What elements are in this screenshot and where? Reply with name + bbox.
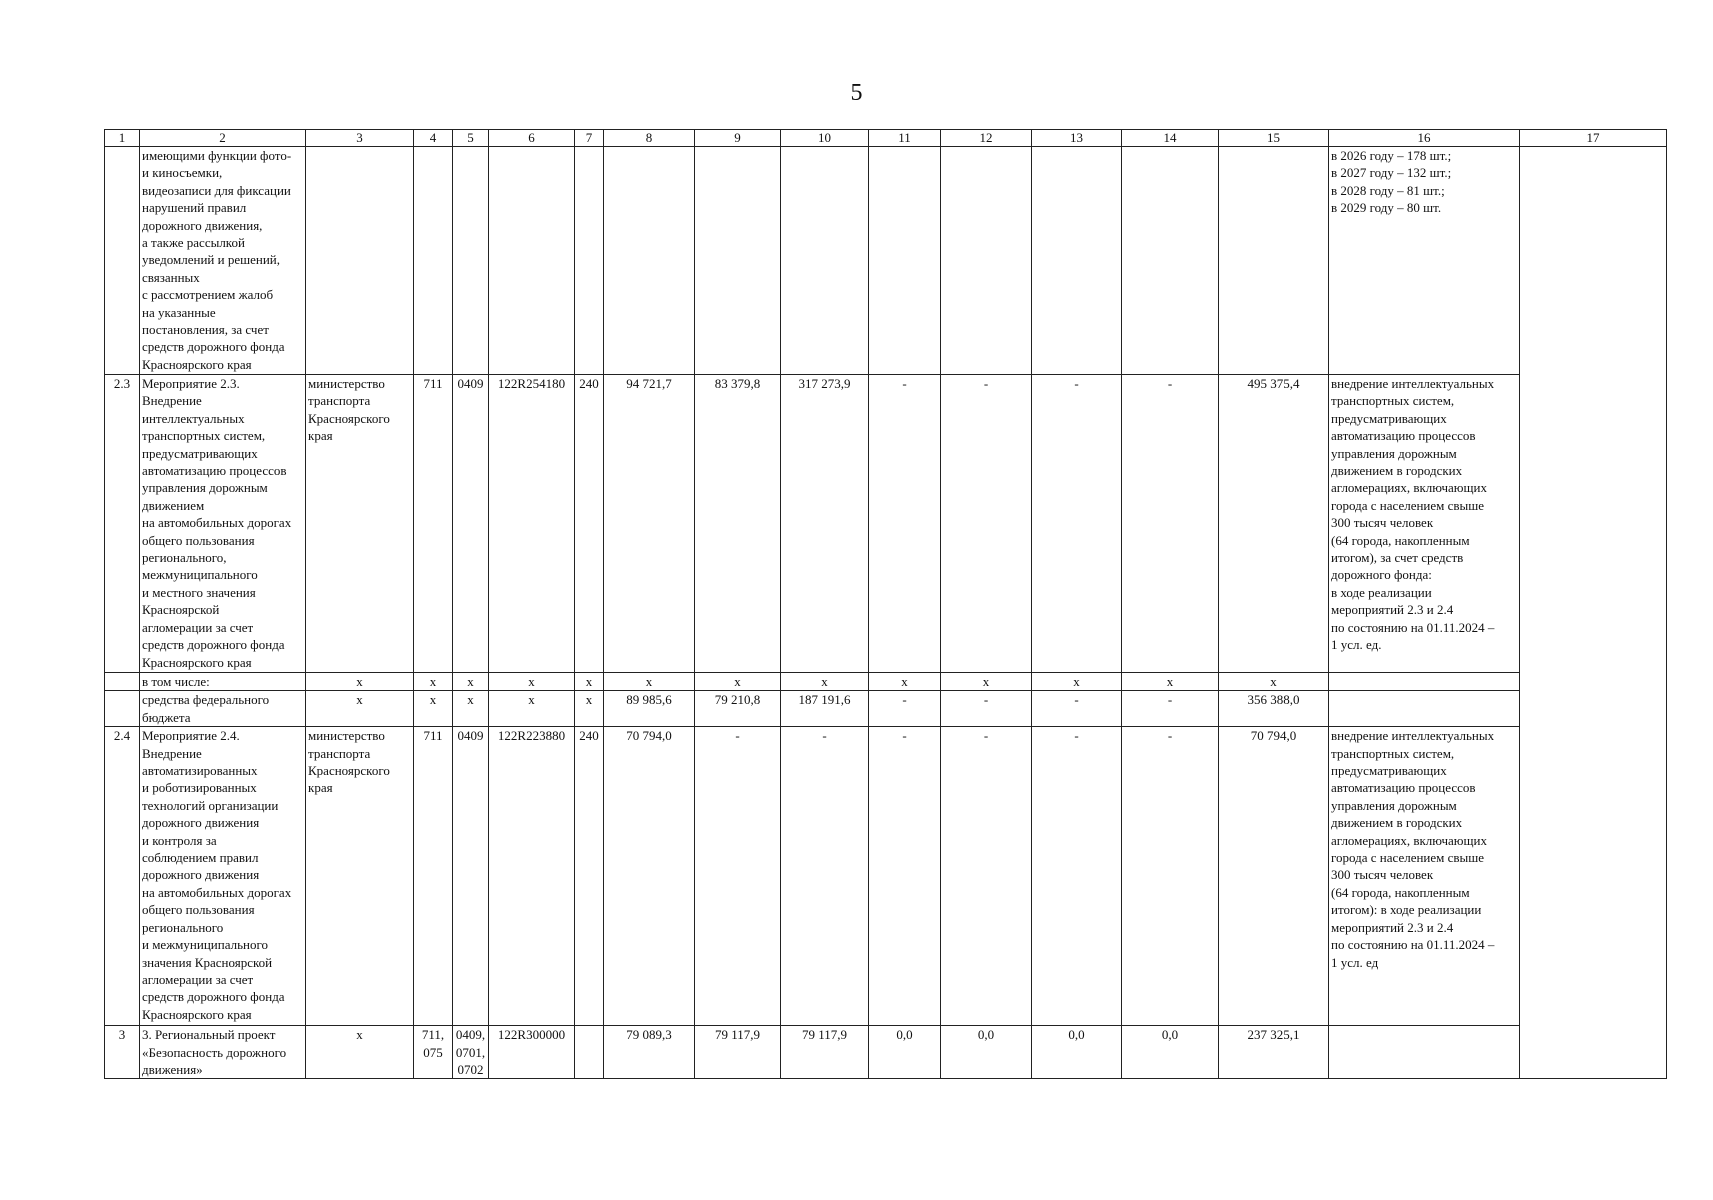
table-cell: x: [414, 691, 453, 727]
amount-cell: 79 117,9: [695, 1026, 781, 1079]
executor-cell: x: [306, 1026, 414, 1079]
row-number-cell: [105, 147, 140, 375]
table-cell: x: [1032, 673, 1122, 691]
amount-cell: -: [1122, 691, 1219, 727]
amount-cell: 0,0: [941, 1026, 1032, 1079]
header-cell: 15: [1219, 130, 1329, 147]
amount-cell: 70 794,0: [604, 727, 695, 1026]
table-cell: [1520, 147, 1667, 1079]
header-cell: 17: [1520, 130, 1667, 147]
total-cell: 237 325,1: [1219, 1026, 1329, 1079]
amount-cell: 79 089,3: [604, 1026, 695, 1079]
column-number-row: [105, 130, 1667, 147]
row-number-cell: [105, 673, 140, 691]
table-cell: x: [453, 691, 489, 727]
table-cell: x: [869, 673, 941, 691]
header-cell: 11: [869, 130, 941, 147]
table-cell: x: [453, 673, 489, 691]
code-cell: [575, 1026, 604, 1079]
amount-cell: 0,0: [869, 1026, 941, 1079]
code-cell: 711: [414, 727, 453, 1026]
header-cell: 14: [1122, 130, 1219, 147]
code-cell: 711, 075: [414, 1026, 453, 1079]
amount-cell: -: [869, 375, 941, 673]
table-cell: x: [604, 673, 695, 691]
header-cell: 9: [695, 130, 781, 147]
code-cell: 122R300000: [489, 1026, 575, 1079]
table-cell: x: [414, 673, 453, 691]
amount-cell: 187 191,6: [781, 691, 869, 727]
total-cell: 356 388,0: [1219, 691, 1329, 727]
header-cell: 4: [414, 130, 453, 147]
header-cell: 13: [1032, 130, 1122, 147]
table-cell: [695, 147, 781, 375]
amount-cell: 317 273,9: [781, 375, 869, 673]
header-cell: 1: [105, 130, 140, 147]
amount-cell: 83 379,8: [695, 375, 781, 673]
amount-cell: -: [869, 727, 941, 1026]
description-cell: имеющими функции фото- и киносъемки, видеозаписи для фиксации нарушений правил дорожного движения, а также рассылкой уведомлений и решений, связанных с рассмотрением жалоб на указанные постановления, за счет средств дорожного фонда Красноярского края: [140, 147, 306, 375]
table-cell: [1219, 147, 1329, 375]
total-cell: 70 794,0: [1219, 727, 1329, 1026]
header-cell: 12: [941, 130, 1032, 147]
header-cell: 2: [140, 130, 306, 147]
table-cell: x: [489, 673, 575, 691]
total-cell: 495 375,4: [1219, 375, 1329, 673]
table-cell: x: [306, 691, 414, 727]
table-cell: [1032, 147, 1122, 375]
amount-cell: -: [941, 691, 1032, 727]
table-cell: x: [1219, 673, 1329, 691]
table-cell: x: [575, 673, 604, 691]
amount-cell: 0,0: [1032, 1026, 1122, 1079]
result-cell: внедрение интеллектуальных транспортных систем, предусматривающих автоматизацию процессов управления дорожным движением в городских агломерациях, включающих города с населением свыше 300 тысяч человек (64 города, накопленным итогом): в ходе реализации мероприятий 2.3 и 2.4 по состоянию на 01.11.2024 – 1 усл. ед: [1329, 727, 1520, 1026]
amount-cell: -: [1032, 691, 1122, 727]
code-cell: 0409, 0701, 0702: [453, 1026, 489, 1079]
table-cell: [575, 147, 604, 375]
header-cell: 5: [453, 130, 489, 147]
table-cell: [869, 147, 941, 375]
result-cell: внедрение интеллектуальных транспортных систем, предусматривающих автоматизацию процессов управления дорожным движением в городских агломерациях, включающих города с населением свыше 300 тысяч человек (64 города, накопленным итогом), за счет средств дорожного фонда: в ходе реализации мероприятий 2.3 и 2.4 по состоянию на 01.11.2024 – 1 усл. ед.: [1329, 375, 1520, 673]
code-cell: 240: [575, 727, 604, 1026]
table-cell: [453, 147, 489, 375]
code-cell: 122R254180: [489, 375, 575, 673]
amount-cell: -: [1122, 375, 1219, 673]
code-cell: 711: [414, 375, 453, 673]
code-cell: 0409: [453, 375, 489, 673]
row-number-cell: [105, 691, 140, 727]
table-cell: [604, 147, 695, 375]
amount-cell: -: [1032, 375, 1122, 673]
amount-cell: -: [1122, 727, 1219, 1026]
table-cell: x: [1122, 673, 1219, 691]
amount-cell: 79 117,9: [781, 1026, 869, 1079]
executor-cell: [306, 147, 414, 375]
table-row: [105, 1026, 1667, 1079]
table-row: [105, 147, 1667, 375]
result-cell: [1329, 691, 1520, 727]
row-number-cell: 2.4: [105, 727, 140, 1026]
table-cell: x: [695, 673, 781, 691]
header-cell: 6: [489, 130, 575, 147]
amount-cell: -: [781, 727, 869, 1026]
result-cell: [1329, 673, 1520, 691]
table-row: [105, 727, 1667, 1026]
table-cell: [489, 147, 575, 375]
table-cell: [781, 147, 869, 375]
header-cell: 10: [781, 130, 869, 147]
header-cell: 3: [306, 130, 414, 147]
table-cell: x: [489, 691, 575, 727]
result-cell: [1329, 1026, 1520, 1079]
row-number-cell: 3: [105, 1026, 140, 1079]
table-cell: [941, 147, 1032, 375]
table-cell: x: [781, 673, 869, 691]
amount-cell: -: [941, 375, 1032, 673]
amount-cell: 0,0: [1122, 1026, 1219, 1079]
table-row: [105, 691, 1667, 727]
description-cell: Мероприятие 2.4. Внедрение автоматизированных и роботизированных технологий организации дорожного движения и контроля за соблюдением правил дорожного движения на автомобильных дорогах общего пользования регионального и межмуниципального значения Красноярской агломерации за счет средств дорожного фонда Красноярского края: [140, 727, 306, 1026]
table-cell: x: [306, 673, 414, 691]
result-cell: в 2026 году – 178 шт.; в 2027 году – 132 шт.; в 2028 году – 81 шт.; в 2029 году – 80 шт.: [1329, 147, 1520, 375]
description-cell: 3. Региональный проект «Безопасность дорожного движения»: [140, 1026, 306, 1079]
amount-cell: 79 210,8: [695, 691, 781, 727]
executor-cell: министерство транспорта Красноярского края: [306, 727, 414, 1026]
amount-cell: 89 985,6: [604, 691, 695, 727]
header-cell: 16: [1329, 130, 1520, 147]
amount-cell: 94 721,7: [604, 375, 695, 673]
amount-cell: -: [941, 727, 1032, 1026]
executor-cell: министерство транспорта Красноярского края: [306, 375, 414, 673]
amount-cell: -: [1032, 727, 1122, 1026]
table-cell: [1122, 147, 1219, 375]
code-cell: 0409: [453, 727, 489, 1026]
program-table: [104, 129, 1667, 1079]
header-cell: 8: [604, 130, 695, 147]
description-cell: средства федерального бюджета: [140, 691, 306, 727]
header-cell: 7: [575, 130, 604, 147]
table-cell: [414, 147, 453, 375]
description-cell: Мероприятие 2.3. Внедрение интеллектуальных транспортных систем, предусматривающих автоматизацию процессов управления дорожным движением на автомобильных дорогах общего пользования регионального, межмуниципального и местного значения Красноярской агломерации за счет средств дорожного фонда Красноярского края: [140, 375, 306, 673]
table-cell: x: [575, 691, 604, 727]
description-cell: в том числе:: [140, 673, 306, 691]
code-cell: 122R223880: [489, 727, 575, 1026]
table-row: [105, 375, 1667, 673]
table-cell: x: [941, 673, 1032, 691]
page-number: 5: [850, 80, 863, 106]
amount-cell: -: [869, 691, 941, 727]
amount-cell: -: [695, 727, 781, 1026]
table-row: [105, 673, 1667, 691]
row-number-cell: 2.3: [105, 375, 140, 673]
code-cell: 240: [575, 375, 604, 673]
